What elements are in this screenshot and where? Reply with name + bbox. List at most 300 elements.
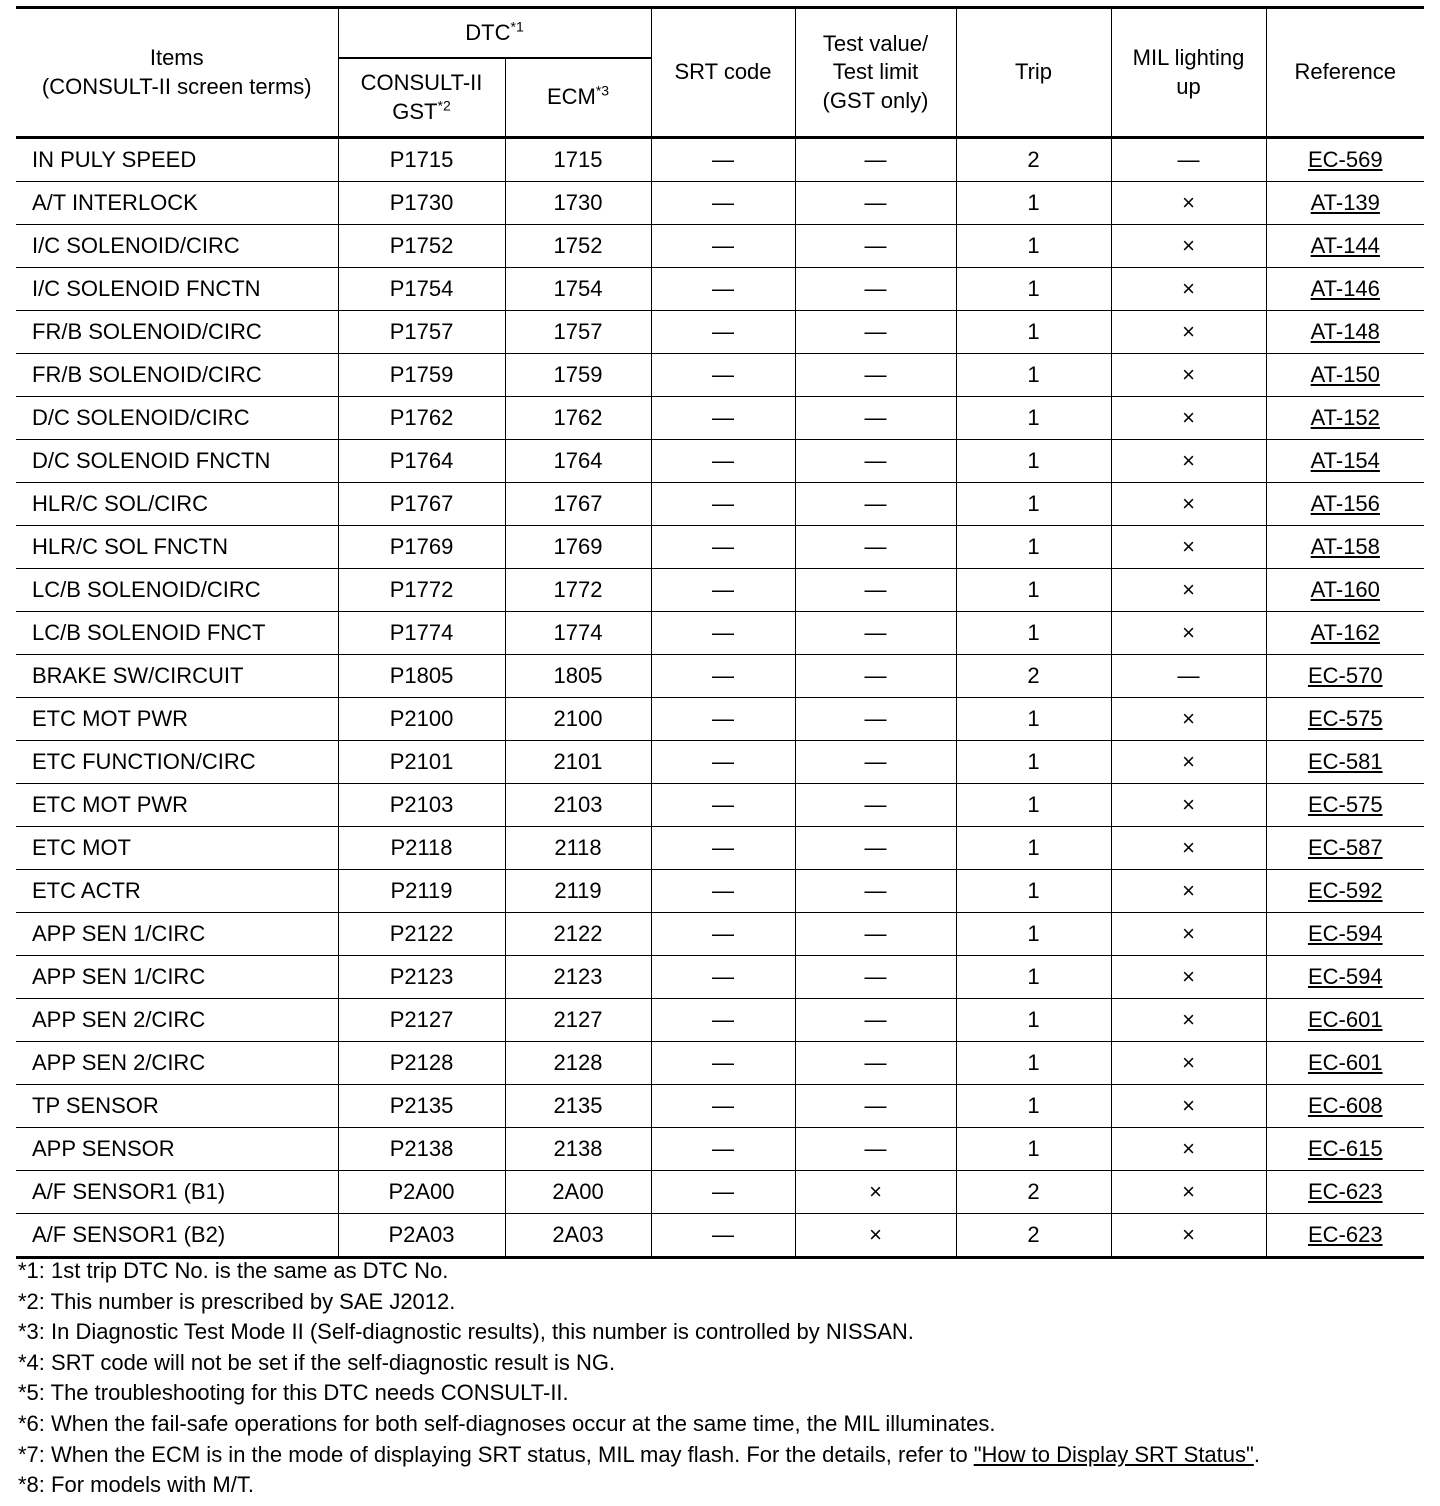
table-row <box>16 1042 1424 1085</box>
mil-cell: × <box>1111 1214 1266 1258</box>
item-cell: TP SENSOR <box>16 1085 338 1128</box>
trip-cell: 2 <box>956 138 1111 182</box>
dtc-body <box>16 138 1424 1258</box>
test-value-cell: — <box>795 999 956 1042</box>
reference-cell <box>1266 138 1424 182</box>
header-items <box>16 8 338 138</box>
table-row <box>16 311 1424 354</box>
reference-link[interactable]: EC-575 <box>1307 705 1383 731</box>
reference-cell <box>1266 1214 1424 1258</box>
reference-cell <box>1266 1128 1424 1171</box>
reference-cell <box>1266 397 1424 440</box>
header-dtc <box>338 8 651 59</box>
mil-cell: × <box>1111 870 1266 913</box>
ecm-code-cell: 1769 <box>505 526 651 569</box>
mil-cell: — <box>1111 138 1266 182</box>
reference-link[interactable]: EC-601 <box>1307 1006 1383 1032</box>
consult-code-cell: P2138 <box>338 1128 505 1171</box>
srt-code-cell: — <box>651 440 795 483</box>
mil-cell: × <box>1111 784 1266 827</box>
trip-cell: 1 <box>956 569 1111 612</box>
footnote <box>18 1287 1428 1318</box>
item-cell: A/T INTERLOCK <box>16 182 338 225</box>
table-row <box>16 913 1424 956</box>
header-consult-label: CONSULT-II <box>360 69 483 95</box>
reference-cell <box>1266 526 1424 569</box>
trip-cell: 1 <box>956 698 1111 741</box>
reference-cell <box>1266 999 1424 1042</box>
ecm-code-cell: 2A03 <box>505 1214 651 1258</box>
mil-cell: × <box>1111 741 1266 784</box>
mil-cell: × <box>1111 956 1266 999</box>
trip-cell: 1 <box>956 397 1111 440</box>
consult-code-cell: P1764 <box>338 440 505 483</box>
consult-code-cell: P1767 <box>338 483 505 526</box>
item-cell: LC/B SOLENOID FNCT <box>16 612 338 655</box>
consult-code-cell: P2128 <box>338 1042 505 1085</box>
item-cell: IN PULY SPEED <box>16 138 338 182</box>
table-row <box>16 397 1424 440</box>
trip-cell: 2 <box>956 655 1111 698</box>
reference-cell <box>1266 827 1424 870</box>
test-value-cell: — <box>795 483 956 526</box>
ecm-code-cell: 1730 <box>505 182 651 225</box>
reference-link[interactable]: EC-570 <box>1307 662 1383 688</box>
reference-link[interactable]: EC-615 <box>1307 1135 1383 1161</box>
reference-link[interactable]: AT-162 <box>1310 619 1380 645</box>
reference-link[interactable]: EC-623 <box>1307 1178 1383 1204</box>
srt-code-cell: — <box>651 526 795 569</box>
trip-cell: 1 <box>956 440 1111 483</box>
test-value-cell: × <box>795 1214 956 1258</box>
header-reference-label: Reference <box>1294 59 1397 85</box>
reference-cell <box>1266 741 1424 784</box>
reference-cell <box>1266 268 1424 311</box>
table-row <box>16 138 1424 182</box>
footnote <box>18 1378 1428 1409</box>
reference-link[interactable]: EC-601 <box>1307 1049 1383 1075</box>
srt-code-cell: — <box>651 225 795 268</box>
item-cell: HLR/C SOL/CIRC <box>16 483 338 526</box>
item-cell: LC/B SOLENOID/CIRC <box>16 569 338 612</box>
trip-cell: 1 <box>956 956 1111 999</box>
consult-code-cell: P1752 <box>338 225 505 268</box>
consult-code-cell: P2127 <box>338 999 505 1042</box>
header-ecm-label: ECM <box>546 84 596 110</box>
table-row <box>16 440 1424 483</box>
reference-cell <box>1266 354 1424 397</box>
test-value-cell: — <box>795 182 956 225</box>
table-row <box>16 354 1424 397</box>
consult-code-cell: P2101 <box>338 741 505 784</box>
footnote-text: *7: When the ECM is in the mode of displaying SRT status, MIL may flash. For the details, refer to <box>18 1441 968 1467</box>
trip-cell: 1 <box>956 870 1111 913</box>
reference-link[interactable]: EC-569 <box>1307 146 1383 172</box>
mil-cell: × <box>1111 354 1266 397</box>
table-row <box>16 483 1424 526</box>
header-mil-line2: up <box>1176 73 1201 99</box>
table-row <box>16 784 1424 827</box>
srt-code-cell: — <box>651 913 795 956</box>
reference-link[interactable]: EC-592 <box>1307 877 1383 903</box>
footnote-text: *5: The troubleshooting for this DTC needs CONSULT-II. <box>18 1380 569 1406</box>
reference-link[interactable]: AT-154 <box>1310 447 1380 473</box>
header-srt-label: SRT code <box>674 59 772 85</box>
test-value-cell: — <box>795 827 956 870</box>
consult-code-cell: P2A03 <box>338 1214 505 1258</box>
srt-code-cell: — <box>651 1085 795 1128</box>
header-items-label: Items <box>149 44 204 70</box>
test-value-cell: — <box>795 741 956 784</box>
reference-link[interactable]: AT-146 <box>1310 275 1380 301</box>
test-value-cell: — <box>795 655 956 698</box>
test-value-cell: — <box>795 698 956 741</box>
ecm-code-cell: 1772 <box>505 569 651 612</box>
srt-code-cell: — <box>651 655 795 698</box>
ecm-code-cell: 1774 <box>505 612 651 655</box>
test-value-cell: — <box>795 268 956 311</box>
ecm-code-cell: 2119 <box>505 870 651 913</box>
ecm-code-cell: 1805 <box>505 655 651 698</box>
item-cell: A/F SENSOR1 (B2) <box>16 1214 338 1258</box>
srt-code-cell: — <box>651 138 795 182</box>
item-cell: FR/B SOLENOID/CIRC <box>16 311 338 354</box>
trip-cell: 1 <box>956 1085 1111 1128</box>
reference-cell <box>1266 956 1424 999</box>
reference-link[interactable]: AT-144 <box>1310 232 1380 258</box>
consult-code-cell: P2118 <box>338 827 505 870</box>
reference-link[interactable]: AT-150 <box>1310 361 1380 387</box>
srt-code-cell: — <box>651 827 795 870</box>
ecm-code-cell: 2100 <box>505 698 651 741</box>
item-cell: ETC MOT PWR <box>16 698 338 741</box>
reference-cell <box>1266 1042 1424 1085</box>
mil-cell: × <box>1111 483 1266 526</box>
header-gst <box>339 98 505 127</box>
reference-link[interactable]: EC-623 <box>1307 1221 1383 1247</box>
ecm-code-cell: 1767 <box>505 483 651 526</box>
item-cell: I/C SOLENOID FNCTN <box>16 268 338 311</box>
reference-cell <box>1266 182 1424 225</box>
footnote <box>18 1256 1428 1287</box>
reference-cell <box>1266 225 1424 268</box>
trip-cell: 1 <box>956 268 1111 311</box>
test-value-cell: — <box>795 956 956 999</box>
table-row <box>16 1128 1424 1171</box>
reference-cell <box>1266 870 1424 913</box>
trip-cell: 1 <box>956 526 1111 569</box>
reference-link[interactable]: AT-139 <box>1310 189 1380 215</box>
reference-cell <box>1266 655 1424 698</box>
consult-code-cell: P1762 <box>338 397 505 440</box>
item-cell: APP SENSOR <box>16 1128 338 1171</box>
table-row <box>16 182 1424 225</box>
reference-link[interactable]: EC-581 <box>1307 748 1383 774</box>
test-value-cell: — <box>795 1128 956 1171</box>
dtc-table <box>16 6 1424 1259</box>
srt-code-cell: — <box>651 870 795 913</box>
reference-link[interactable]: AT-158 <box>1310 533 1380 559</box>
mil-cell: × <box>1111 1128 1266 1171</box>
mil-cell: × <box>1111 182 1266 225</box>
consult-code-cell: P2122 <box>338 913 505 956</box>
mil-cell: × <box>1111 1085 1266 1128</box>
reference-cell <box>1266 698 1424 741</box>
consult-code-cell: P1757 <box>338 311 505 354</box>
footnote-text: *8: For models with M/T. <box>18 1472 254 1498</box>
ecm-code-cell: 2123 <box>505 956 651 999</box>
reference-link[interactable]: EC-594 <box>1307 963 1383 989</box>
srt-code-cell: — <box>651 1214 795 1258</box>
table-row <box>16 225 1424 268</box>
reference-cell <box>1266 483 1424 526</box>
srt-code-cell: — <box>651 784 795 827</box>
reference-link[interactable]: AT-156 <box>1310 490 1380 516</box>
consult-code-cell: P1759 <box>338 354 505 397</box>
item-cell: ETC ACTR <box>16 870 338 913</box>
ecm-code-cell: 2101 <box>505 741 651 784</box>
mil-cell: × <box>1111 569 1266 612</box>
reference-cell <box>1266 913 1424 956</box>
reference-link[interactable]: EC-608 <box>1307 1092 1383 1118</box>
mil-cell: — <box>1111 655 1266 698</box>
test-value-cell: — <box>795 138 956 182</box>
trip-cell: 2 <box>956 1171 1111 1214</box>
header-trip <box>956 8 1111 138</box>
mil-cell: × <box>1111 612 1266 655</box>
test-value-cell: — <box>795 311 956 354</box>
footnote-end: . <box>1253 1441 1260 1467</box>
srt-code-cell: — <box>651 354 795 397</box>
trip-cell: 2 <box>956 1214 1111 1258</box>
table-row <box>16 741 1424 784</box>
footnote-text: *1: 1st trip DTC No. is the same as DTC No. <box>18 1258 449 1283</box>
header-reference <box>1266 8 1424 138</box>
footnote-text: *2: This number is prescribed by SAE J2012. <box>18 1288 456 1314</box>
table-row <box>16 526 1424 569</box>
test-value-cell: × <box>795 1171 956 1214</box>
reference-cell <box>1266 311 1424 354</box>
table-row <box>16 1085 1424 1128</box>
consult-code-cell: P2100 <box>338 698 505 741</box>
reference-link[interactable]: AT-160 <box>1310 576 1380 602</box>
srt-code-cell: — <box>651 999 795 1042</box>
table-row <box>16 655 1424 698</box>
mil-cell: × <box>1111 311 1266 354</box>
item-cell: ETC FUNCTION/CIRC <box>16 741 338 784</box>
header-test-value <box>795 8 956 138</box>
ecm-code-cell: 2127 <box>505 999 651 1042</box>
header-consult <box>338 58 505 138</box>
test-value-cell: — <box>795 784 956 827</box>
srt-code-cell: — <box>651 483 795 526</box>
ecm-code-cell: 1752 <box>505 225 651 268</box>
header-test-value-line2: Test limit <box>832 59 919 85</box>
trip-cell: 1 <box>956 741 1111 784</box>
ecm-code-cell: 1759 <box>505 354 651 397</box>
consult-code-cell: P1769 <box>338 526 505 569</box>
test-value-cell: — <box>795 612 956 655</box>
consult-code-cell: P2A00 <box>338 1171 505 1214</box>
trip-cell: 1 <box>956 311 1111 354</box>
header-test-value-line1: Test value/ <box>822 30 929 56</box>
ecm-code-cell: 2135 <box>505 1085 651 1128</box>
ecm-code-cell: 1762 <box>505 397 651 440</box>
item-cell: HLR/C SOL FNCTN <box>16 526 338 569</box>
test-value-cell: — <box>795 1085 956 1128</box>
test-value-cell: — <box>795 397 956 440</box>
trip-cell: 1 <box>956 1128 1111 1171</box>
reference-cell <box>1266 784 1424 827</box>
header-ecm-sup: *3 <box>595 82 610 99</box>
table-row <box>16 612 1424 655</box>
footnote <box>18 1409 1428 1440</box>
consult-code-cell: P1805 <box>338 655 505 698</box>
item-cell: BRAKE SW/CIRCUIT <box>16 655 338 698</box>
item-cell: APP SEN 2/CIRC <box>16 999 338 1042</box>
mil-cell: × <box>1111 440 1266 483</box>
test-value-cell: — <box>795 913 956 956</box>
item-cell: I/C SOLENOID/CIRC <box>16 225 338 268</box>
item-cell: APP SEN 2/CIRC <box>16 1042 338 1085</box>
mil-cell: × <box>1111 397 1266 440</box>
header-dtc-sup: *1 <box>510 18 524 35</box>
item-cell: D/C SOLENOID/CIRC <box>16 397 338 440</box>
reference-cell <box>1266 1171 1424 1214</box>
table-row <box>16 569 1424 612</box>
item-cell: APP SEN 1/CIRC <box>16 913 338 956</box>
reference-link[interactable]: EC-575 <box>1307 791 1383 817</box>
reference-link[interactable]: AT-152 <box>1310 404 1380 430</box>
mil-cell: × <box>1111 1042 1266 1085</box>
reference-link[interactable]: AT-148 <box>1310 318 1380 344</box>
footnote <box>18 1348 1428 1379</box>
mil-cell: × <box>1111 1171 1266 1214</box>
srt-code-cell: — <box>651 1171 795 1214</box>
header-gst-sup: *2 <box>437 97 451 114</box>
consult-code-cell: P1774 <box>338 612 505 655</box>
trip-cell: 1 <box>956 913 1111 956</box>
mil-cell: × <box>1111 827 1266 870</box>
mil-cell: × <box>1111 268 1266 311</box>
ecm-code-cell: 1764 <box>505 440 651 483</box>
srt-code-cell: — <box>651 741 795 784</box>
header-gst-label: GST <box>392 98 438 124</box>
consult-code-cell: P1715 <box>338 138 505 182</box>
trip-cell: 1 <box>956 225 1111 268</box>
srt-code-cell: — <box>651 569 795 612</box>
footnotes <box>18 1256 1428 1501</box>
srt-code-cell: — <box>651 698 795 741</box>
trip-cell: 1 <box>956 182 1111 225</box>
header-dtc-label: DTC <box>465 19 511 45</box>
ecm-code-cell: 2122 <box>505 913 651 956</box>
reference-cell <box>1266 440 1424 483</box>
test-value-cell: — <box>795 870 956 913</box>
test-value-cell: — <box>795 569 956 612</box>
reference-link[interactable]: EC-594 <box>1307 920 1383 946</box>
consult-code-cell: P1754 <box>338 268 505 311</box>
trip-cell: 1 <box>956 483 1111 526</box>
test-value-cell: — <box>795 225 956 268</box>
table-row <box>16 1171 1424 1214</box>
consult-code-cell: P2119 <box>338 870 505 913</box>
mil-cell: × <box>1111 913 1266 956</box>
trip-cell: 1 <box>956 999 1111 1042</box>
srt-code-cell: — <box>651 268 795 311</box>
header-mil <box>1111 8 1266 138</box>
ecm-code-cell: 1757 <box>505 311 651 354</box>
trip-cell: 1 <box>956 784 1111 827</box>
mil-cell: × <box>1111 225 1266 268</box>
srt-code-cell: — <box>651 612 795 655</box>
consult-code-cell: P1772 <box>338 569 505 612</box>
item-cell: D/C SOLENOID FNCTN <box>16 440 338 483</box>
item-cell: FR/B SOLENOID/CIRC <box>16 354 338 397</box>
header-mil-line1: MIL lighting <box>1132 44 1245 70</box>
consult-code-cell: P1730 <box>338 182 505 225</box>
trip-cell: 1 <box>956 1042 1111 1085</box>
table-row <box>16 268 1424 311</box>
srt-code-cell: — <box>651 311 795 354</box>
table-row <box>16 1214 1424 1258</box>
ecm-code-cell: 2138 <box>505 1128 651 1171</box>
item-cell: ETC MOT <box>16 827 338 870</box>
srt-code-cell: — <box>651 182 795 225</box>
reference-cell <box>1266 612 1424 655</box>
mil-cell: × <box>1111 526 1266 569</box>
table-row <box>16 999 1424 1042</box>
mil-cell: × <box>1111 999 1266 1042</box>
item-cell: ETC MOT PWR <box>16 784 338 827</box>
reference-link[interactable]: EC-587 <box>1307 834 1383 860</box>
item-cell: A/F SENSOR1 (B1) <box>16 1171 338 1214</box>
ecm-code-cell: 2128 <box>505 1042 651 1085</box>
item-cell: APP SEN 1/CIRC <box>16 956 338 999</box>
header-test-value-line3: (GST only) <box>822 87 929 113</box>
header-srt <box>651 8 795 138</box>
table-row <box>16 870 1424 913</box>
srt-code-cell: — <box>651 1128 795 1171</box>
reference-cell <box>1266 1085 1424 1128</box>
header-trip-label: Trip <box>1014 59 1053 85</box>
trip-cell: 1 <box>956 612 1111 655</box>
test-value-cell: — <box>795 354 956 397</box>
srt-code-cell: — <box>651 1042 795 1085</box>
ecm-code-cell: 1715 <box>505 138 651 182</box>
footnote <box>18 1317 1428 1348</box>
table-row <box>16 827 1424 870</box>
test-value-cell: — <box>795 526 956 569</box>
trip-cell: 1 <box>956 354 1111 397</box>
test-value-cell: — <box>795 1042 956 1085</box>
ecm-code-cell: 2A00 <box>505 1171 651 1214</box>
test-value-cell: — <box>795 440 956 483</box>
srt-code-cell: — <box>651 397 795 440</box>
header-ecm <box>505 58 651 138</box>
footnote-text: *3: In Diagnostic Test Mode II (Self-diagnostic results), this number is controlled by NISSAN. <box>18 1319 914 1345</box>
ecm-code-cell: 2118 <box>505 827 651 870</box>
footnote <box>18 1440 1428 1471</box>
ecm-code-cell: 2103 <box>505 784 651 827</box>
trip-cell: 1 <box>956 827 1111 870</box>
table-row <box>16 698 1424 741</box>
srt-status-link[interactable]: "How to Display SRT Status" <box>973 1441 1254 1467</box>
consult-code-cell: P2135 <box>338 1085 505 1128</box>
header-items-sub: (CONSULT-II screen terms) <box>41 73 312 99</box>
srt-code-cell: — <box>651 956 795 999</box>
footnote <box>18 1470 1428 1501</box>
